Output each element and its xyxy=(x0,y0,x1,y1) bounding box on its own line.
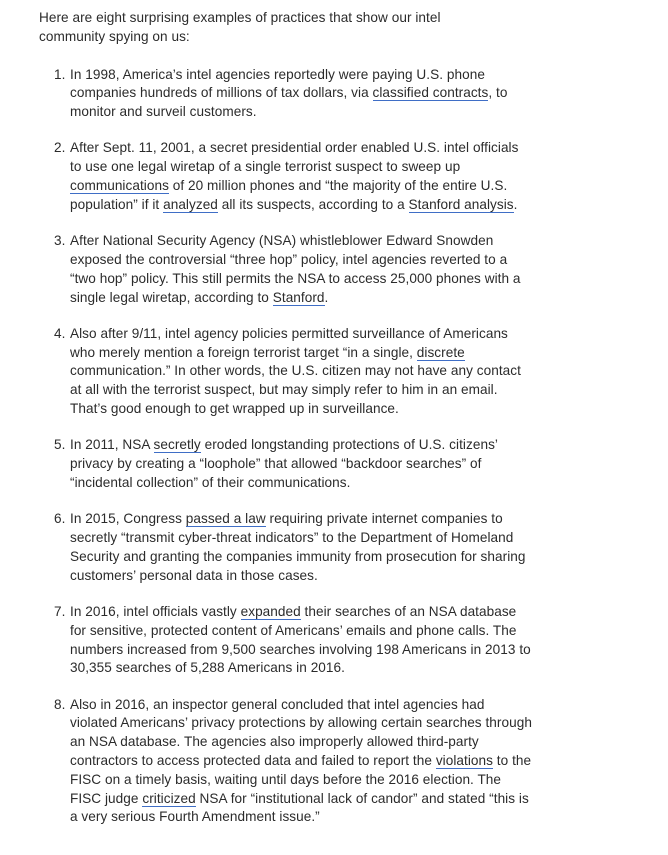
link-discrete[interactable]: discrete xyxy=(416,344,465,360)
link-classified-contracts[interactable]: classified contracts xyxy=(372,85,489,101)
list-item-6 xyxy=(54,510,532,585)
item-number: 3. xyxy=(54,233,66,249)
link-violations[interactable]: violations xyxy=(435,753,493,768)
link-communications[interactable]: communications xyxy=(70,178,169,194)
item-text: NSA for “institutional lack of candor” and stated “this is a very serious Fourth Amendment issue.” xyxy=(70,790,529,825)
list-item-1 xyxy=(54,66,532,122)
item-number: 8. xyxy=(54,696,66,712)
examples-list xyxy=(39,66,539,828)
item-number: 2. xyxy=(54,140,66,156)
list-item-3 xyxy=(54,232,532,307)
item-number: 6. xyxy=(54,511,66,527)
list-item-2 xyxy=(54,139,532,214)
item-text: all its suspects, according to a xyxy=(217,196,409,212)
intro-paragraph: Here are eight surprising examples of practices that show our intel community spying on us: xyxy=(39,10,441,44)
item-text: their searches of an NSA database for sensitive, protected content of Americans’ emails and phone calls. The numbers increased from 9,500 searches involving 198 Americans in 2013 to 30,355 searches of 5,288 Americans in 2016. xyxy=(70,603,531,676)
link-expanded[interactable]: expanded xyxy=(240,603,301,619)
item-number: 4. xyxy=(54,325,66,341)
item-number: 5. xyxy=(54,437,66,453)
item-text: After Sept. 11, 2001, a secret presidential order enabled U.S. intel officials to use one legal wiretap of a single terrorist suspect to sweep up xyxy=(70,140,519,175)
item-text: requiring private internet companies to secretly “transmit cyber-threat indicators” to the Department of Homeland Security and granting the companies immunity from prosecution for sharing customers’ personal data in those cases. xyxy=(70,511,526,583)
item-text: communication.” In other words, the U.S. citizen may not have any contact at all with the terrorist suspect, but may simply refer to him in an email. That’s good enough to get wrapped up in surveillance. xyxy=(70,363,521,417)
item-text: After National Security Agency (NSA) whistleblower Edward Snowden exposed the controversial “three hop” policy, intel agencies reverted to a “two hop” policy. This still permits the NSA to access 25,000 phones with a single legal wiretap, according to xyxy=(70,233,521,305)
link-stanford[interactable]: Stanford xyxy=(272,289,325,305)
list-item-4 xyxy=(54,325,532,419)
list-item-8 xyxy=(54,696,532,828)
item-text: to the FISC on a timely basis, waiting until days before the 2016 election. The FISC judge xyxy=(70,753,532,806)
item-text: . xyxy=(513,196,518,212)
list-item-7 xyxy=(54,603,532,678)
link-passed-a-law[interactable]: passed a law xyxy=(185,511,266,527)
item-number: 7. xyxy=(54,603,66,619)
list-item-5 xyxy=(54,436,532,492)
item-text: of 20 million phones and “the majority of the entire U.S. population” if it xyxy=(70,178,508,212)
item-text: In 1998, America’s intel agencies reportedly were paying U.S. phone companies hundreds of millions of tax dollars, via xyxy=(70,66,485,101)
link-analyzed[interactable]: analyzed xyxy=(163,196,218,212)
link-criticized[interactable]: criticized xyxy=(142,790,196,806)
item-text: eroded longstanding protections of U.S. citizens’ privacy by creating a “loophole” that allowed “backdoor searches” of “incidental collection” of their communications. xyxy=(70,437,498,490)
item-text: Also after 9/11, intel agency policies permitted surveillance of Americans who merely mention a foreign terrorist target “in a single, xyxy=(70,325,508,360)
link-stanford-analysis[interactable]: Stanford analysis xyxy=(408,196,514,212)
item-text: In 2016, intel officials vastly xyxy=(70,603,241,619)
item-text: , to monitor and surveil customers. xyxy=(70,85,508,120)
item-text: Also in 2016, an inspector general concluded that intel agencies had violated Americans’ privacy protections by allowing certain searches through an NSA database. The agencies also improperly allowed third-party contractors to access protected data and failed to report the xyxy=(70,696,532,768)
item-text: . xyxy=(324,289,329,305)
item-text: In 2011, NSA xyxy=(70,437,154,453)
item-text: In 2015, Congress xyxy=(70,511,186,527)
link-secretly[interactable]: secretly xyxy=(153,437,201,453)
item-number: 1. xyxy=(54,66,66,82)
